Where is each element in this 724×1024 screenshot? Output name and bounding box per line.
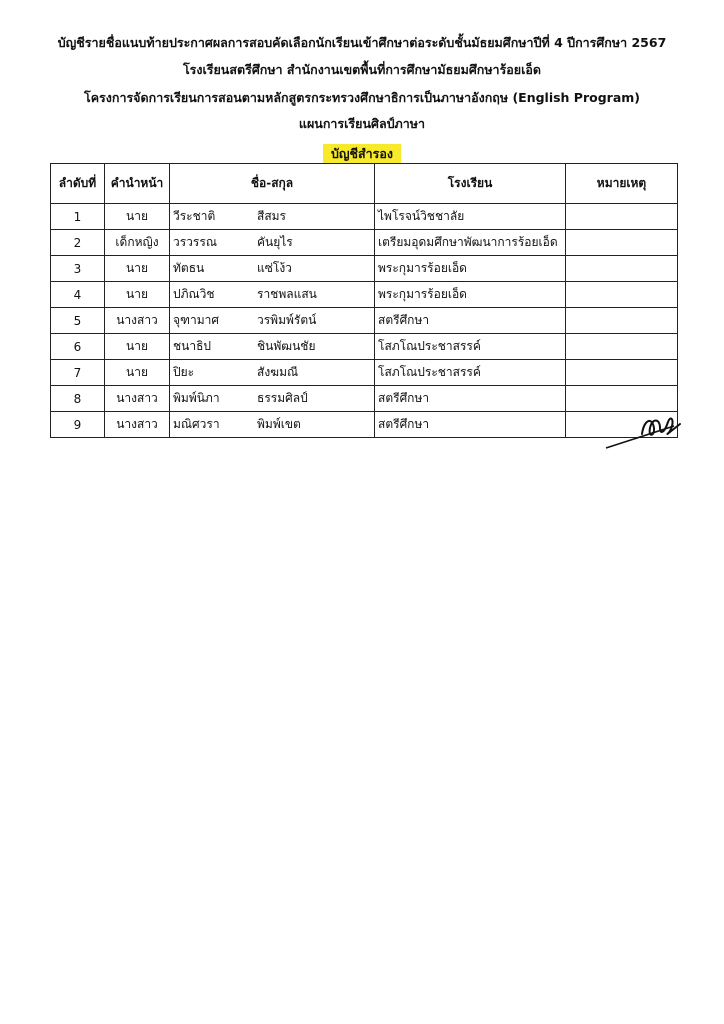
- cell-note: [566, 204, 678, 230]
- cell-school: โสภโณประชาสรรค์: [375, 360, 566, 386]
- cell-school: เตรียมอุดมศึกษาพัฒนาการร้อยเอ็ด: [375, 230, 566, 256]
- cell-prefix: นางสาว: [105, 308, 170, 334]
- cell-note: [566, 308, 678, 334]
- table-row: [51, 386, 678, 412]
- study-plan: แผนการเรียนศิลป์ภาษา: [298, 116, 426, 131]
- cell-note: [566, 282, 678, 308]
- cell-school: สตรีศึกษา: [375, 412, 566, 438]
- cell-name: [170, 412, 375, 438]
- table-row: [51, 256, 678, 282]
- cell-name: [170, 282, 375, 308]
- last-name: ธรรมศิลป์: [257, 391, 308, 405]
- cell-prefix: นาย: [105, 334, 170, 360]
- table-header-row: [51, 164, 678, 204]
- program-name: โครงการจัดการเรียนการสอนตามหลักสูตรกระทรวงศึกษาธิการเป็นภาษาอังกฤษ (English Program): [83, 90, 640, 105]
- cell-name: [170, 204, 375, 230]
- first-name: ทัตธน: [173, 261, 205, 275]
- last-name: ชินพัฒนชัย: [257, 339, 316, 353]
- cell-school: ไพโรจน์วิชชาลัย: [375, 204, 566, 230]
- last-name: สังฆมณี: [257, 365, 299, 379]
- first-name: ชนาธิป: [173, 339, 212, 353]
- last-name: แซ่โง้ว: [257, 261, 292, 275]
- cell-name: [170, 308, 375, 334]
- cell-name: [170, 230, 375, 256]
- school-name: โรงเรียนสตรีศึกษา สำนักงานเขตพื้นที่การศึกษามัธยมศึกษาร้อยเอ็ด: [182, 62, 542, 77]
- table-row: [51, 282, 678, 308]
- col-header-prefix: คำนำหน้า: [105, 164, 170, 204]
- table-body: [51, 204, 678, 438]
- col-header-name: ชื่อ-สกุล: [170, 164, 375, 204]
- cell-no: 8: [51, 386, 105, 412]
- table-row: [51, 204, 678, 230]
- table-row: [51, 308, 678, 334]
- first-name: มณิศวรา: [173, 417, 220, 431]
- first-name: วรวรรณ: [173, 235, 217, 249]
- subtitle-wrapper: [0, 143, 724, 164]
- signature-mark: [604, 404, 684, 454]
- last-name: วรพิมพ์รัตน์: [257, 313, 317, 327]
- cell-no: 5: [51, 308, 105, 334]
- cell-prefix: เด็กหญิง: [105, 230, 170, 256]
- cell-prefix: นาย: [105, 282, 170, 308]
- cell-school: พระกุมารร้อยเอ็ด: [375, 256, 566, 282]
- first-name: วีระชาติ: [173, 209, 216, 223]
- last-name: คันยุไร: [257, 235, 293, 249]
- reserve-list-table: [50, 163, 678, 438]
- cell-prefix: นางสาว: [105, 412, 170, 438]
- first-name: จุฑามาศ: [173, 313, 219, 327]
- last-name: ราชพลแสน: [257, 287, 317, 301]
- first-name: ปิยะ: [173, 365, 195, 379]
- cell-no: 1: [51, 204, 105, 230]
- cell-prefix: นางสาว: [105, 386, 170, 412]
- table-row: [51, 334, 678, 360]
- cell-no: 9: [51, 412, 105, 438]
- cell-note: [566, 256, 678, 282]
- first-name: พิมพ์นิภา: [173, 391, 220, 405]
- col-header-no: ลำดับที่: [51, 164, 105, 204]
- col-header-school: โรงเรียน: [375, 164, 566, 204]
- table-row: [51, 412, 678, 438]
- cell-prefix: นาย: [105, 360, 170, 386]
- col-header-note: หมายเหตุ: [566, 164, 678, 204]
- cell-prefix: นาย: [105, 204, 170, 230]
- cell-note: [566, 360, 678, 386]
- cell-name: [170, 386, 375, 412]
- cell-no: 4: [51, 282, 105, 308]
- cell-school: โสภโณประชาสรรค์: [375, 334, 566, 360]
- cell-school: พระกุมารร้อยเอ็ด: [375, 282, 566, 308]
- cell-name: [170, 360, 375, 386]
- cell-name: [170, 256, 375, 282]
- cell-name: [170, 334, 375, 360]
- table-row: [51, 360, 678, 386]
- last-name: พิมพ์เขต: [257, 417, 301, 431]
- cell-no: 6: [51, 334, 105, 360]
- table-row: [51, 230, 678, 256]
- reserve-list-label: บัญชีสำรอง: [323, 144, 401, 164]
- last-name: สีสมร: [257, 209, 287, 223]
- cell-no: 2: [51, 230, 105, 256]
- first-name: ปภิณวิช: [173, 287, 215, 301]
- cell-no: 7: [51, 360, 105, 386]
- cell-note: [566, 334, 678, 360]
- cell-school: สตรีศึกษา: [375, 386, 566, 412]
- cell-note: [566, 230, 678, 256]
- cell-school: สตรีศึกษา: [375, 308, 566, 334]
- cell-prefix: นาย: [105, 256, 170, 282]
- document-title: บัญชีรายชื่อแนบท้ายประกาศผลการสอบคัดเลือกนักเรียนเข้าศึกษาต่อระดับชั้นมัธยมศึกษาปีที่ 4 ปีการศึกษา 2567: [57, 35, 667, 50]
- cell-no: 3: [51, 256, 105, 282]
